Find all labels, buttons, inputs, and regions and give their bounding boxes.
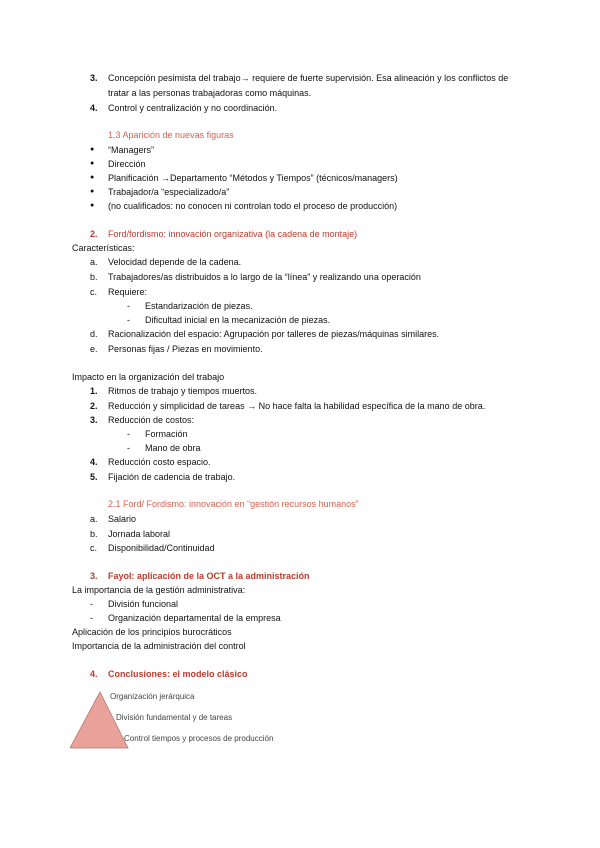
section-heading: Conclusiones: el modelo clásico — [108, 669, 248, 679]
sublist-item: Estandarización de piezas. — [145, 301, 253, 311]
section-number: 2. — [90, 229, 98, 239]
list-item-text: tratar a las personas trabajadoras como máquinas. — [108, 88, 312, 98]
list-marker: b. — [90, 529, 98, 539]
bullet-item: (no cualificados: no conocen ni controlan todo el proceso de producción) — [108, 201, 398, 211]
bullet-icon: ● — [90, 202, 95, 209]
list-marker: 4. — [90, 103, 98, 113]
list-marker: 4. — [90, 457, 98, 467]
dash-item: Organización departamental de la empresa — [108, 613, 281, 623]
list-marker: 3. — [90, 415, 98, 425]
list-item-text: Trabajadores/as distribuidos a lo largo de la “línea” y realizando una operación — [108, 272, 421, 282]
list-item-text: Velocidad depende de la cadena. — [108, 257, 242, 267]
list-item-text: Racionalización del espacio: Agrupación por talleres de piezas/máquinas similares. — [108, 329, 440, 339]
dash-icon: - — [90, 613, 93, 623]
list-item-text: Reducción y simplicidad de tareas → No hace falta la habilidad específica de la mano de obra. — [108, 401, 486, 411]
sublist-item: Dificultad inicial en la mecanización de piezas. — [145, 315, 331, 325]
impact-title: Impacto en la organización del trabajo — [72, 372, 225, 382]
dash-icon: - — [127, 429, 130, 439]
list-item-text: Fijación de cadencia de trabajo. — [108, 472, 236, 482]
list-item-text: Disponibilidad/Continuidad — [108, 543, 215, 553]
intro-text: La importancia de la gestión administrativa: — [72, 585, 246, 595]
list-item-text: Reducción de costos: — [108, 415, 195, 425]
list-item-text: Jornada laboral — [108, 529, 171, 539]
bullet-item: Trabajador/a “especializado/a” — [108, 187, 230, 197]
list-marker: 3. — [90, 73, 98, 83]
list-marker: c. — [90, 543, 98, 553]
bullet-item: “Managers” — [108, 145, 155, 155]
body-line: Aplicación de los principios burocráticos — [72, 627, 232, 637]
section-heading: Ford/fordismo: innovación organizativa (la cadena de montaje) — [108, 229, 358, 239]
list-marker: 5. — [90, 472, 98, 482]
list-marker: a. — [90, 257, 98, 267]
bullet-item: Planificación →Departamento “Métodos y Tiempos” (técnicos/managers) — [108, 173, 398, 183]
bullet-icon: ● — [90, 160, 95, 167]
dash-icon: - — [127, 443, 130, 453]
list-marker: d. — [90, 329, 98, 339]
bullet-icon: ● — [90, 174, 95, 181]
list-marker: b. — [90, 272, 98, 282]
subsection-heading: 2.1 Ford/ Fordismo: innovación en “gestión recursos humanos” — [108, 499, 359, 509]
subsection-heading: 1.3 Aparición de nuevas figuras — [108, 130, 234, 140]
list-item-text: Requiere: — [108, 287, 148, 297]
dash-icon: - — [127, 301, 130, 311]
section-number: 3. — [90, 571, 98, 581]
list-marker: c. — [90, 287, 98, 297]
diagram-label: Organización jerárquica — [110, 692, 195, 701]
dash-icon: - — [127, 315, 130, 325]
list-item-text: Personas fijas / Piezas en movimiento. — [108, 344, 263, 354]
list-marker: e. — [90, 344, 98, 354]
list-marker: a. — [90, 514, 98, 524]
list-item-text: Control y centralización y no coordinación. — [108, 103, 278, 113]
list-item-text: Ritmos de trabajo y tiempos muertos. — [108, 386, 258, 396]
list-item-text: Reducción costo espacio. — [108, 457, 211, 467]
pyramid-diagram — [70, 688, 330, 752]
bullet-item: Dirección — [108, 159, 146, 169]
intro-text: Características: — [72, 243, 135, 253]
bullet-icon: ● — [90, 188, 95, 195]
section-number: 4. — [90, 669, 98, 679]
list-marker: 1. — [90, 386, 98, 396]
list-item-text: Salario — [108, 514, 137, 524]
diagram-label: División fundamental y de tareas — [116, 713, 233, 722]
list-item-text: Concepción pesimista del trabajo→ requiere de fuerte supervisión. Esa alineación y los conflictos de — [108, 73, 509, 83]
diagram-label: Control tiempos y procesos de producción — [124, 734, 274, 743]
section-heading: Fayol: aplicación de la OCT a la administración — [108, 571, 310, 581]
sublist-item: Formación — [145, 429, 188, 439]
list-marker: 2. — [90, 401, 98, 411]
sublist-item: Mano de obra — [145, 443, 201, 453]
body-line: Importancia de la administración del control — [72, 641, 246, 651]
dash-item: División funcional — [108, 599, 179, 609]
dash-icon: - — [90, 599, 93, 609]
bullet-icon: ● — [90, 146, 95, 153]
